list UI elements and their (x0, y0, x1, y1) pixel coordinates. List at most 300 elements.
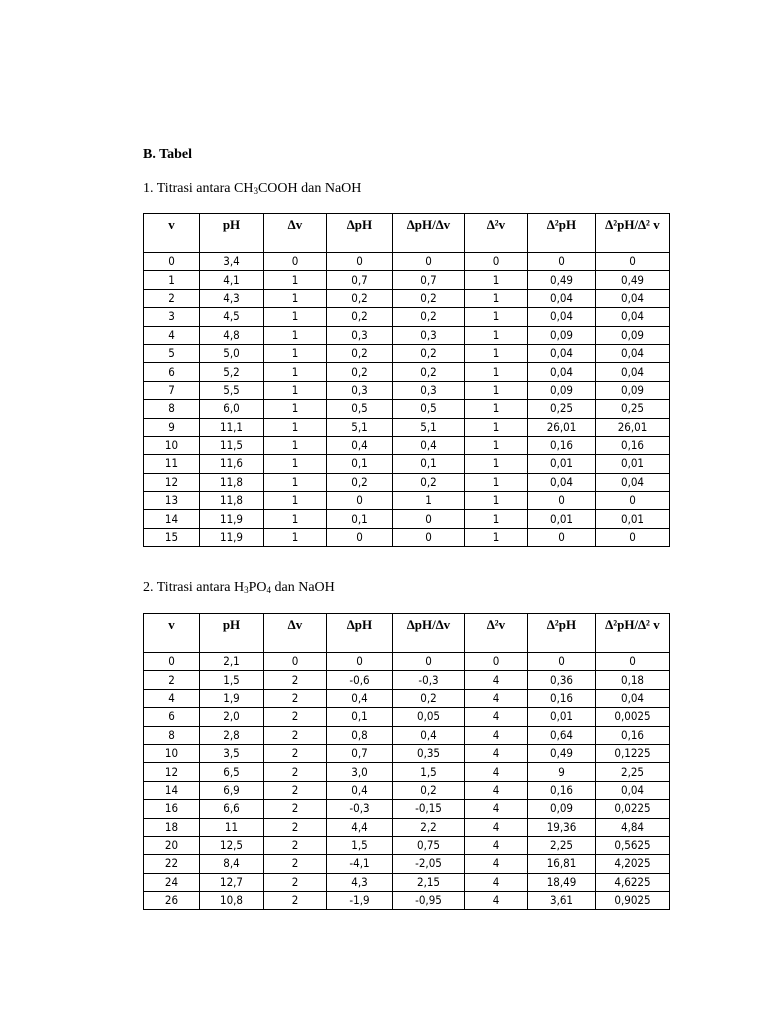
table-cell: 0 (327, 253, 393, 271)
table-cell: 13 (144, 492, 200, 510)
table-cell: 11,6 (200, 455, 264, 473)
table-cell: 0 (596, 492, 670, 510)
table-cell: 11,8 (200, 473, 264, 491)
column-header: ∆pH/∆v (393, 614, 465, 653)
table-cell: 0,3 (327, 326, 393, 344)
table-cell: 18 (144, 818, 200, 836)
table-cell: 2 (264, 671, 327, 689)
column-header: ∆²v (465, 214, 528, 253)
table-cell: 26 (144, 892, 200, 910)
table-cell: 1 (264, 510, 327, 528)
table-cell: 0,4 (327, 436, 393, 454)
table-row (144, 671, 670, 689)
column-header: ∆²pH (528, 214, 596, 253)
table-header-row (144, 614, 670, 653)
table-row (144, 744, 670, 762)
table-cell: 12,7 (200, 873, 264, 891)
table-cell: 12 (144, 473, 200, 491)
table-cell: 11,5 (200, 436, 264, 454)
table-cell: 0,49 (596, 271, 670, 289)
table-row (144, 800, 670, 818)
table-cell: 1 (264, 363, 327, 381)
table-cell: 11,9 (200, 528, 264, 546)
table-cell: 3,4 (200, 253, 264, 271)
table-row (144, 689, 670, 707)
column-header: pH (200, 214, 264, 253)
table-cell: 1,5 (200, 671, 264, 689)
table-cell: 1 (264, 326, 327, 344)
table-cell: 1 (393, 492, 465, 510)
table-cell: 2 (264, 781, 327, 799)
table-cell: 2 (264, 818, 327, 836)
table-cell: 11,1 (200, 418, 264, 436)
table-cell: 1 (264, 344, 327, 362)
table-cell: 0,04 (596, 689, 670, 707)
table-cell: 0,2 (393, 344, 465, 362)
table-cell: 1,5 (327, 836, 393, 854)
table-cell: 0,16 (596, 436, 670, 454)
table-cell: 10 (144, 744, 200, 762)
table-cell: 4 (465, 892, 528, 910)
table-cell: 0,4 (327, 781, 393, 799)
table1-caption-post: COOH dan NaOH (257, 181, 362, 196)
table-cell: -0,15 (393, 800, 465, 818)
table-cell: 0,04 (596, 363, 670, 381)
table-cell: 0,04 (528, 289, 596, 307)
table-cell: -0,3 (393, 671, 465, 689)
column-header: ∆²v (465, 614, 528, 653)
column-header: pH (200, 614, 264, 653)
table-cell: 6 (144, 708, 200, 726)
table-row (144, 473, 670, 491)
table-cell: 11,8 (200, 492, 264, 510)
table-cell: 0,2 (393, 289, 465, 307)
table-cell: 0,3 (393, 381, 465, 399)
table-cell: 0 (264, 253, 327, 271)
table-cell: 0,5625 (596, 836, 670, 854)
table-cell: -1,9 (327, 892, 393, 910)
table-cell: 2,2 (393, 818, 465, 836)
table-cell: 0,18 (596, 671, 670, 689)
table-cell: 0,1 (327, 510, 393, 528)
table-cell: 1 (465, 492, 528, 510)
table-cell: -0,95 (393, 892, 465, 910)
table-cell: 26,01 (528, 418, 596, 436)
table-cell: 0 (465, 653, 528, 671)
column-header: ∆²pH/∆² v (596, 214, 670, 253)
table-cell: 0,04 (528, 308, 596, 326)
table-cell: 9 (144, 418, 200, 436)
table-cell: 0,2 (393, 363, 465, 381)
table-row (144, 492, 670, 510)
table-cell: 0,7 (327, 271, 393, 289)
table-cell: 4 (465, 855, 528, 873)
table-cell: 0,2 (327, 363, 393, 381)
table-cell: 2,8 (200, 726, 264, 744)
table-cell: 2,1 (200, 653, 264, 671)
table-row (144, 763, 670, 781)
table-cell: 0 (596, 653, 670, 671)
table-cell: 1 (465, 473, 528, 491)
table-cell: 2 (264, 800, 327, 818)
table-cell: 14 (144, 781, 200, 799)
table-cell: 0,3 (327, 381, 393, 399)
table-cell: 0,01 (528, 510, 596, 528)
table-cell: 4,4 (327, 818, 393, 836)
table-cell: 11 (144, 455, 200, 473)
table-row (144, 708, 670, 726)
table-cell: 3,0 (327, 763, 393, 781)
table-cell: 4,5 (200, 308, 264, 326)
table-cell: 2 (264, 726, 327, 744)
table-cell: 0,09 (528, 326, 596, 344)
table-cell: 0,04 (528, 363, 596, 381)
table-cell: 2,25 (528, 836, 596, 854)
table-cell: 2 (264, 744, 327, 762)
table-cell: 1 (264, 308, 327, 326)
table-cell: 0 (393, 253, 465, 271)
table-cell: 0,49 (528, 744, 596, 762)
table-row (144, 510, 670, 528)
table-row (144, 726, 670, 744)
table-cell: 4,84 (596, 818, 670, 836)
table-cell: 16,81 (528, 855, 596, 873)
table-cell: 2,25 (596, 763, 670, 781)
table-cell: 11 (200, 818, 264, 836)
table-cell: 0,4 (393, 726, 465, 744)
table-cell: -0,3 (327, 800, 393, 818)
table-cell: 7 (144, 381, 200, 399)
table-cell: 16 (144, 800, 200, 818)
table-cell: 0,04 (596, 781, 670, 799)
table-cell: 5 (144, 344, 200, 362)
table-cell: 4 (465, 800, 528, 818)
table-cell: 1,5 (393, 763, 465, 781)
table-cell: 2 (264, 689, 327, 707)
table-cell: 4 (465, 689, 528, 707)
titration-table-h3po4 (143, 613, 670, 910)
table1-caption-pre: 1. Titrasi antara CH (143, 181, 254, 196)
table-cell: 0,2 (327, 473, 393, 491)
table-cell: -4,1 (327, 855, 393, 873)
table-cell: 1 (465, 455, 528, 473)
table-cell: 2 (264, 873, 327, 891)
table-cell: 0,16 (528, 689, 596, 707)
table-cell: 0 (528, 653, 596, 671)
table-cell: 1 (465, 363, 528, 381)
table-cell: 5,5 (200, 381, 264, 399)
table-cell: 3,61 (528, 892, 596, 910)
table-cell: 4,8 (200, 326, 264, 344)
table-cell: 0 (393, 528, 465, 546)
table-cell: 1 (264, 473, 327, 491)
table-cell: 18,49 (528, 873, 596, 891)
table-cell: 0,0025 (596, 708, 670, 726)
table-cell: 4 (465, 818, 528, 836)
table-cell: 4,6225 (596, 873, 670, 891)
table-cell: 1 (264, 289, 327, 307)
table-cell: 12 (144, 763, 200, 781)
table-cell: 2,15 (393, 873, 465, 891)
table-row (144, 326, 670, 344)
table-cell: 2 (144, 289, 200, 307)
table-cell: 19,36 (528, 818, 596, 836)
table-cell: 6,6 (200, 800, 264, 818)
column-header: v (144, 214, 200, 253)
table-cell: 0 (465, 253, 528, 271)
table-cell: 0,75 (393, 836, 465, 854)
table2-caption-mid: PO (248, 580, 267, 595)
table-cell: 0,01 (596, 510, 670, 528)
table-cell: 20 (144, 836, 200, 854)
table-cell: 4 (465, 708, 528, 726)
table-cell: 0,04 (528, 344, 596, 362)
table-cell: 1 (465, 436, 528, 454)
table-cell: 8 (144, 400, 200, 418)
table-cell: 0,04 (596, 308, 670, 326)
table-cell: 0,3 (393, 326, 465, 344)
table-cell: 1 (264, 528, 327, 546)
table-cell: 0,04 (596, 473, 670, 491)
table-row (144, 528, 670, 546)
table-cell: 0,49 (528, 271, 596, 289)
table-cell: 0 (327, 528, 393, 546)
table-cell: 6,5 (200, 763, 264, 781)
table-cell: 0 (393, 510, 465, 528)
table-cell: 0,2 (393, 473, 465, 491)
table-cell: 6,9 (200, 781, 264, 799)
table-cell: 1 (264, 271, 327, 289)
table-cell: 0,0225 (596, 800, 670, 818)
table-cell: 0,01 (528, 708, 596, 726)
table-cell: 0,25 (528, 400, 596, 418)
table-cell: 1 (264, 400, 327, 418)
table-cell: 1 (465, 308, 528, 326)
table-cell: 1 (264, 436, 327, 454)
table-cell: 0,9025 (596, 892, 670, 910)
table-cell: 0,01 (596, 455, 670, 473)
table-cell: 4 (465, 836, 528, 854)
table-cell: 4,3 (200, 289, 264, 307)
table-cell: 4 (465, 744, 528, 762)
table-cell: 1 (465, 418, 528, 436)
column-header: ∆pH (327, 214, 393, 253)
table-cell: 0 (528, 492, 596, 510)
table-cell: 0 (393, 653, 465, 671)
table-cell: 0,16 (528, 781, 596, 799)
table-cell: 12,5 (200, 836, 264, 854)
table2-caption-pre: 2. Titrasi antara H (143, 580, 245, 595)
table-cell: 4 (465, 726, 528, 744)
table-row (144, 818, 670, 836)
table-cell: 0,01 (528, 455, 596, 473)
table-cell: 2 (264, 855, 327, 873)
table-cell: 0,09 (596, 326, 670, 344)
table-row (144, 455, 670, 473)
table-cell: 0,7 (327, 744, 393, 762)
table-cell: 0,4 (327, 689, 393, 707)
table2-caption-post: dan NaOH (271, 580, 335, 595)
table-cell: 0,04 (596, 344, 670, 362)
table-cell: 0,8 (327, 726, 393, 744)
section-title: B. Tabel (143, 147, 193, 162)
table-cell: -0,6 (327, 671, 393, 689)
table-row (144, 363, 670, 381)
table-row (144, 436, 670, 454)
table-cell: 4 (465, 873, 528, 891)
table-row (144, 873, 670, 891)
table-cell: 0,09 (528, 800, 596, 818)
table-cell: 4 (465, 781, 528, 799)
table-cell: 1 (465, 510, 528, 528)
table-cell: 0,64 (528, 726, 596, 744)
table-cell: 0,1 (393, 455, 465, 473)
table-cell: 0,5 (327, 400, 393, 418)
table-cell: 1,9 (200, 689, 264, 707)
table-cell: 0,25 (596, 400, 670, 418)
table-cell: 0 (327, 653, 393, 671)
table-cell: 5,1 (327, 418, 393, 436)
table-cell: 6 (144, 363, 200, 381)
titration-table-ch3cooh (143, 213, 670, 547)
table-cell: 1 (465, 271, 528, 289)
table-cell: 0 (144, 253, 200, 271)
table-cell: 0,05 (393, 708, 465, 726)
table-cell: 2 (264, 708, 327, 726)
table-cell: 1 (264, 492, 327, 510)
table-cell: 0,09 (596, 381, 670, 399)
table-cell: 10,8 (200, 892, 264, 910)
table-cell: 1 (264, 418, 327, 436)
table-cell: 0 (327, 492, 393, 510)
column-header: ∆v (264, 214, 327, 253)
table-cell: 22 (144, 855, 200, 873)
table-cell: 5,1 (393, 418, 465, 436)
table2-caption-sub1: 3 (244, 585, 249, 595)
table-cell: 4 (144, 326, 200, 344)
table-cell: 0,16 (528, 436, 596, 454)
table-cell: 0 (528, 253, 596, 271)
table-cell: 8,4 (200, 855, 264, 873)
table-cell: 0,36 (528, 671, 596, 689)
table-cell: 0,2 (327, 344, 393, 362)
column-header: ∆pH (327, 614, 393, 653)
column-header: ∆v (264, 614, 327, 653)
table-cell: 0,1 (327, 708, 393, 726)
table-cell: 3 (144, 308, 200, 326)
table-row (144, 308, 670, 326)
table-cell: 0,1 (327, 455, 393, 473)
table-row (144, 400, 670, 418)
table-cell: 0,2 (327, 289, 393, 307)
table-cell: 0,04 (528, 473, 596, 491)
table-cell: 4,1 (200, 271, 264, 289)
column-header: ∆pH/∆v (393, 214, 465, 253)
table2-caption (143, 580, 335, 596)
table-row (144, 418, 670, 436)
table-cell: 6,0 (200, 400, 264, 418)
column-header: ∆²pH/∆² v (596, 614, 670, 653)
table-cell: 4,3 (327, 873, 393, 891)
column-header: v (144, 614, 200, 653)
table-cell: 3,5 (200, 744, 264, 762)
table-cell: 0,2 (393, 689, 465, 707)
table-cell: 1 (465, 381, 528, 399)
table-cell: 4 (465, 671, 528, 689)
table-cell: 1 (264, 381, 327, 399)
table-cell: 0,5 (393, 400, 465, 418)
table-row (144, 653, 670, 671)
table-row (144, 271, 670, 289)
table1-caption-sub: 3 (253, 186, 258, 196)
table-cell: -2,05 (393, 855, 465, 873)
table-cell: 4 (465, 763, 528, 781)
table-cell: 0,16 (596, 726, 670, 744)
table-cell: 0 (144, 653, 200, 671)
table-cell: 9 (528, 763, 596, 781)
table-cell: 0,09 (528, 381, 596, 399)
table-row (144, 836, 670, 854)
table-cell: 0,4 (393, 436, 465, 454)
table-cell: 1 (264, 455, 327, 473)
table-cell: 1 (465, 289, 528, 307)
table-header-row (144, 214, 670, 253)
table-row (144, 781, 670, 799)
table-cell: 5,0 (200, 344, 264, 362)
table-cell: 1 (465, 326, 528, 344)
table-cell: 2 (264, 763, 327, 781)
table-row (144, 892, 670, 910)
table-cell: 0,7 (393, 271, 465, 289)
table-cell: 26,01 (596, 418, 670, 436)
table-cell: 1 (465, 344, 528, 362)
table-row (144, 855, 670, 873)
table-cell: 0 (596, 253, 670, 271)
table-cell: 4 (144, 689, 200, 707)
table-cell: 0 (528, 528, 596, 546)
table-cell: 0,2 (393, 781, 465, 799)
table-cell: 14 (144, 510, 200, 528)
table-cell: 2 (264, 836, 327, 854)
table-cell: 11,9 (200, 510, 264, 528)
table-cell: 2 (144, 671, 200, 689)
table-cell: 0 (596, 528, 670, 546)
table1-caption (143, 181, 361, 197)
table-cell: 8 (144, 726, 200, 744)
table-cell: 0,2 (393, 308, 465, 326)
table-cell: 0,2 (327, 308, 393, 326)
table-cell: 24 (144, 873, 200, 891)
table-cell: 0,35 (393, 744, 465, 762)
table-cell: 2,0 (200, 708, 264, 726)
table-cell: 0,1225 (596, 744, 670, 762)
table-cell: 0 (264, 653, 327, 671)
table-cell: 15 (144, 528, 200, 546)
table-row (144, 381, 670, 399)
table-cell: 0,04 (596, 289, 670, 307)
table-cell: 2 (264, 892, 327, 910)
column-header: ∆²pH (528, 614, 596, 653)
table-cell: 5,2 (200, 363, 264, 381)
table-cell: 10 (144, 436, 200, 454)
table2-caption-sub2: 4 (266, 585, 272, 595)
table-cell: 1 (465, 528, 528, 546)
table-cell: 4,2025 (596, 855, 670, 873)
table-row (144, 344, 670, 362)
table-row (144, 253, 670, 271)
table-row (144, 289, 670, 307)
table-cell: 1 (465, 400, 528, 418)
